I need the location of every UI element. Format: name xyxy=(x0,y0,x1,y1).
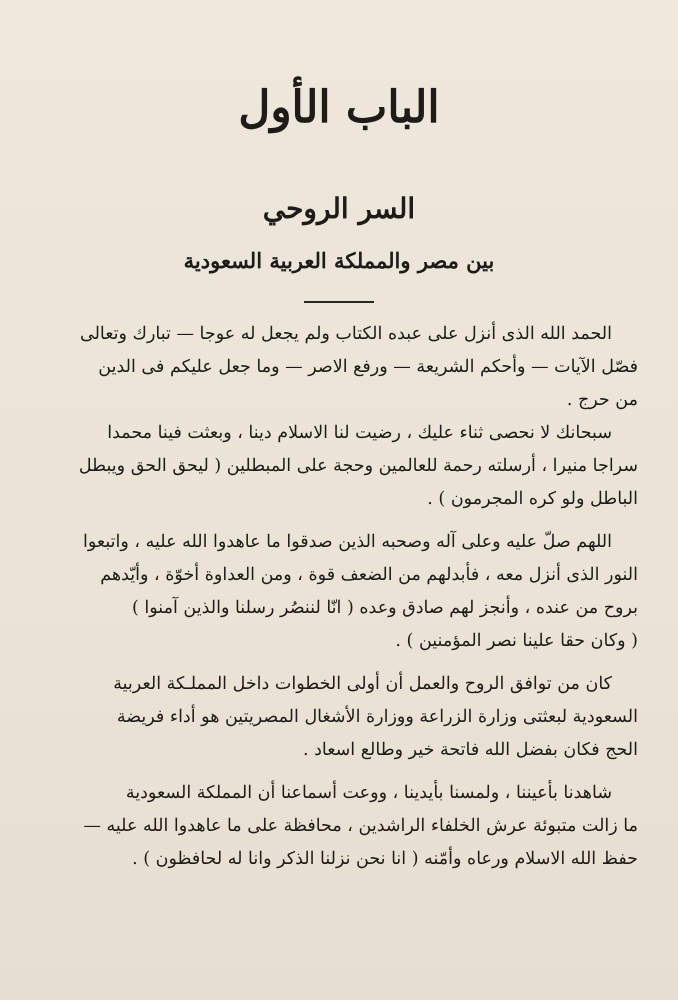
text-line: الحج فكان بفضل الله فاتحة خير وطالع اسعاد . xyxy=(302,740,638,760)
text-line: من حرج . xyxy=(566,390,638,410)
text-line: بروح من عنده ، وأنجز لهم صادق وعده ( انّا لننصُر رسلنا والذين آمنوا ) xyxy=(132,598,638,618)
text-line: النور الذى أنزل معه ، فأبدلهم من الضعف قوة ، ومن العداوة أخوّة ، وأيّدهم xyxy=(100,565,638,585)
heading-divider xyxy=(304,301,374,303)
text-line: كان من توافق الروح والعمل أن أولى الخطوات داخل المملـكة العربية xyxy=(113,674,612,694)
text-line: ( وكان حقا علينا نصر المؤمنين ) . xyxy=(395,631,638,651)
paragraph-gap xyxy=(36,658,638,668)
section-title: السر الروحي xyxy=(262,192,416,225)
chapter-title: الباب الأول xyxy=(238,82,440,133)
paragraph-5 xyxy=(36,777,638,876)
text-line: سراجا منيرا ، أرسلته رحمة للعالمين وحجة على المبطلين ( ليحق الحق ويبطل xyxy=(78,456,638,476)
text-line: سبحانك لا نحصى ثناء عليك ، رضيت لنا الاسلام دينا ، وبعثت فينا محمدا xyxy=(107,423,612,443)
body-text xyxy=(36,318,638,876)
paragraph-3 xyxy=(36,526,638,658)
paragraph-gap xyxy=(36,767,638,777)
paragraph-2 xyxy=(36,417,638,516)
paragraph-1 xyxy=(36,318,638,417)
text-line: الباطل ولو كره المجرمون ) . xyxy=(427,489,638,509)
text-line: ما زالت متبوئة عرش الخلفاء الراشدين ، محافظة على ما عاهدوا الله عليه — xyxy=(83,816,638,836)
text-line: فصّل الآيات — وأحكم الشريعة — ورفع الاصر — وما جعل عليكم فى الدين xyxy=(98,357,638,377)
section-subtitle: بين مصر والمملكة العربية السعودية xyxy=(183,248,495,273)
text-line: السعودية لبعثتى وزارة الزراعة ووزارة الأشغال المصريتين هو أداء فريضة xyxy=(116,707,638,727)
text-line: شاهدنا بأعيننا ، ولمسنا بأيدينا ، ووعت أسماعنا أن المملكة السعودية xyxy=(125,783,612,803)
text-line: اللهم صلّ عليه وعلى آله وصحبه الذين صدقوا ما عاهدوا الله عليه ، واتبعوا xyxy=(83,532,612,552)
text-line: حفظ الله الاسلام ورعاه وأمّنه ( انا نحن نزلنا الذكر وانا له لحافظون ) . xyxy=(132,849,638,869)
paragraph-gap xyxy=(36,516,638,526)
paragraph-4 xyxy=(36,668,638,767)
text-line: الحمد الله الذى أنزل على عبده الكتاب ولم يجعل له عوجا — تبارك وتعالى xyxy=(79,324,612,344)
